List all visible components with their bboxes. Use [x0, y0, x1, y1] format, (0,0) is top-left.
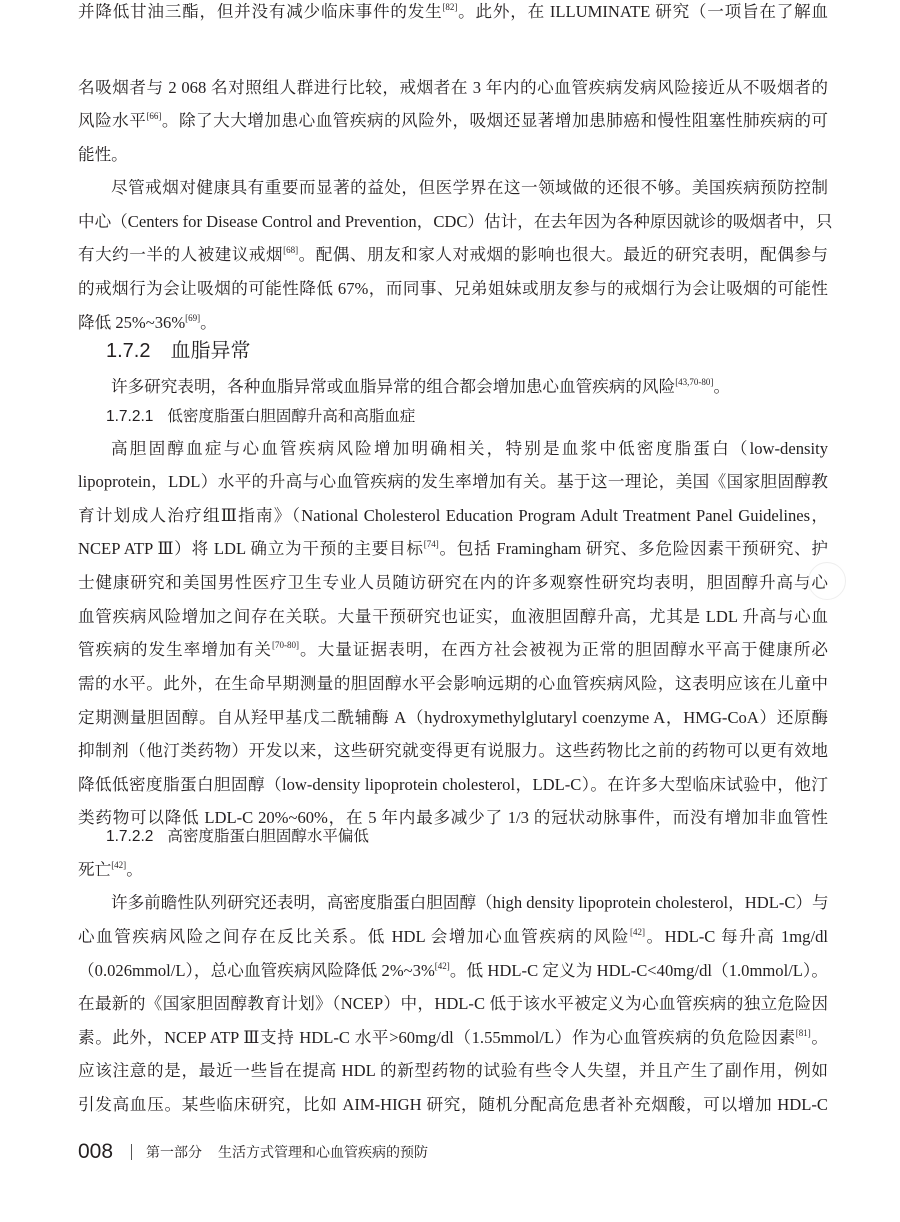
text-run: 育计划成人治疗组Ⅲ指南》（National Cholesterol Education Program Adult Treatment Panel Guidelines，: [78, 506, 828, 525]
paragraph-line: [78, 925, 828, 949]
heading-number: 1.7.2.1: [106, 408, 154, 425]
paragraph-line: [111, 375, 828, 399]
paragraph-line: [78, 143, 828, 167]
text-run: 应该注意的是，最近一些旨在提高 HDL 的新型药物的试验有些令人失望，并且产生了副作用，例如: [78, 1061, 828, 1080]
paragraph-line: [78, 243, 828, 267]
text-run: 。大量证据表明，在西方社会被视为正常的胆固醇水平高于健康所必: [298, 640, 829, 659]
text-run: 。: [713, 377, 731, 396]
text-run: 需的水平。此外，在生命早期测量的胆固醇水平会影响远期的心血管疾病风险，这表明应该在儿童中: [78, 674, 828, 693]
heading-number: 1.7.2.2: [106, 828, 154, 845]
citation-reference: [68]: [283, 245, 299, 255]
citation-reference: [42]: [111, 860, 127, 870]
paragraph-line: [111, 891, 828, 915]
text-run: 风险水平: [78, 111, 147, 130]
paragraph-line: [78, 773, 828, 797]
text-run: 中心（Centers for Disease Control and Prevention，CDC）估计，在去年因为各种原因就诊的吸烟者中，只: [78, 212, 833, 231]
text-run: 。HDL-C 每升高 1mg/dl: [644, 927, 828, 946]
text-run: 能性。: [78, 145, 128, 164]
text-run: 高胆固醇血症与心血管疾病风险增加明确相关，特别是血浆中低密度脂蛋白（low-density: [111, 439, 828, 458]
paragraph-line: [78, 605, 828, 629]
paragraph-line: [78, 638, 828, 662]
paragraph-line: [111, 437, 828, 461]
text-run: 的戒烟行为会让吸烟的可能性降低 67%，而同事、兄弟姐妹或朋友参与的戒烟行为会让吸烟的可能性: [78, 279, 828, 298]
text-run: 抑制剂（他汀类药物）开发以来，这些研究就变得更有说服力。这些药物比之前的药物可以更有效地: [78, 741, 828, 760]
text-run: 血管疾病风险增加之间存在关联。大量干预研究也证实，血液胆固醇升高，尤其是 LDL 升高与心血: [78, 607, 828, 626]
text-run: 有大约一半的人被建议戒烟: [78, 245, 284, 264]
paragraph-line: [78, 277, 828, 301]
paragraph-line: [78, 537, 828, 561]
paragraph-line: [111, 176, 828, 200]
text-run: 。此外，在 ILLUMINATE 研究（一项旨在了解血: [457, 2, 828, 21]
paragraph-line: [78, 210, 833, 234]
section-heading: [106, 334, 250, 363]
paragraph-line: [78, 706, 828, 730]
text-run: 素。此外，NCEP ATP Ⅲ支持 HDL-C 水平>60mg/dl（1.55mmol/L）作为心血管疾病的负危险因素: [78, 1028, 796, 1047]
text-run: 。除了大大增加患心血管疾病的风险外，吸烟还显著增加患肺癌和慢性阻塞性肺疾病的可: [161, 111, 829, 130]
subsection-heading: [106, 824, 369, 846]
text-run: 许多研究表明，各种血脂异常或血脂异常的组合都会增加患心血管疾病的风险: [111, 377, 676, 396]
heading-title: 血脂异常: [170, 340, 251, 362]
text-run: 。配偶、朋友和家人对戒烟的影响也很大。最近的研究表明，配偶参与: [298, 245, 829, 264]
text-run: lipoprotein，LDL）水平的升高与心血管疾病的发生率增加有关。基于这一理论，美国《国家胆固醇教: [78, 472, 828, 491]
text-run: 降低低密度脂蛋白胆固醇（low-density lipoprotein cholesterol，LDL-C）。在许多大型临床试验中，他汀: [78, 775, 828, 794]
paragraph-line: [78, 470, 828, 494]
citation-reference: [66]: [146, 111, 162, 121]
paragraph-line: [78, 76, 828, 100]
text-run: 降低 25%~36%: [78, 313, 186, 332]
paragraph-line: [78, 1093, 828, 1117]
paragraph-line: [78, 858, 828, 882]
text-run: 定期测量胆固醇。自从羟甲基戊二酰辅酶 A（hydroxymethylglutaryl coenzyme A，HMG-CoA）还原酶: [78, 708, 828, 727]
citation-reference: [42]: [434, 961, 450, 971]
text-run: 。: [810, 1028, 829, 1047]
watermark-logo-icon: [808, 562, 846, 600]
part-label: 第一部分: [146, 1146, 203, 1161]
text-run: （0.026mmol/L），总心血管疾病风险降低 2%~3%: [78, 961, 435, 980]
subsection-heading: [106, 404, 415, 426]
text-run: 许多前瞻性队列研究还表明，高密度脂蛋白胆固醇（high density lipoprotein cholesterol，HDL-C）与: [111, 893, 829, 912]
text-run: 管疾病的发生率增加有关: [78, 640, 272, 659]
text-run: NCEP ATP Ⅲ）将 LDL 确立为干预的主要目标: [78, 539, 424, 558]
paragraph-line: [78, 1026, 828, 1050]
citation-reference: [81]: [795, 1028, 811, 1038]
page-number: 008: [78, 1140, 114, 1163]
paragraph-line: [78, 504, 828, 528]
citation-reference: [74]: [423, 539, 439, 549]
text-run: 尽管戒烟对健康具有重要而显著的益处，但医学界在这一领域做的还很不够。美国疾病预防控制: [111, 178, 828, 197]
citation-reference: [42]: [629, 927, 645, 937]
paragraph-line: [78, 739, 828, 763]
paragraph-line: [78, 109, 828, 133]
text-run: 类药物可以降低 LDL-C 20%~60%，在 5 年内最多减少了 1/3 的冠状动脉事件，而没有增加非血管性: [78, 808, 828, 827]
citation-reference: [69]: [185, 313, 201, 323]
heading-title: 高密度脂蛋白胆固醇水平偏低: [167, 828, 369, 845]
text-run: 死亡: [78, 860, 112, 879]
heading-title: 低密度脂蛋白胆固醇升高和高脂血症: [167, 408, 416, 425]
paragraph-line: [78, 959, 828, 983]
text-run: 心血管疾病风险之间存在反比关系。低 HDL 会增加心血管疾病的风险: [78, 927, 630, 946]
text-run: 。包括 Framingham 研究、多危险因素干预研究、护: [438, 539, 828, 558]
paragraph-line: [78, 311, 828, 335]
paragraph-line: [78, 1059, 828, 1083]
paragraph-line: [78, 571, 828, 595]
text-run: 士健康研究和美国男性医疗卫生专业人员随访研究在内的许多观察性研究均表明，胆固醇升高与心: [78, 573, 828, 592]
citation-reference: [70-80]: [271, 640, 299, 650]
text-run: 名吸烟者与 2 068 名对照组人群进行比较，戒烟者在 3 年内的心血管疾病发病风险接近从不吸烟者的: [78, 78, 828, 97]
paragraph-line: [78, 672, 828, 696]
footer-divider: [131, 1144, 132, 1160]
text-run: 在最新的《国家胆固醇教育计划》（NCEP）中，HDL-C 低于该水平被定义为心血管疾病的独立危险因: [78, 994, 828, 1013]
citation-reference: [43,70-80]: [675, 377, 714, 387]
text-run: 并降低甘油三酯，但并没有减少临床事件的发生: [78, 2, 443, 21]
text-run: 。: [126, 860, 143, 879]
paragraph-line: [78, 992, 828, 1016]
paragraph-line: [78, 0, 828, 24]
citation-reference: [82]: [442, 2, 458, 12]
part-title: 生活方式管理和心血管疾病的预防: [218, 1146, 429, 1161]
text-run: 引发高血压。某些临床研究，比如 AIM-HIGH 研究，随机分配高危患者补充烟酸，可以增加 HDL-C: [78, 1095, 828, 1114]
page-footer: [78, 1140, 428, 1164]
text-run: 。低 HDL-C 定义为 HDL-C<40mg/dl（1.0mmol/L）。: [449, 961, 828, 980]
text-run: 。: [200, 313, 217, 332]
heading-number: 1.7.2: [106, 340, 151, 362]
